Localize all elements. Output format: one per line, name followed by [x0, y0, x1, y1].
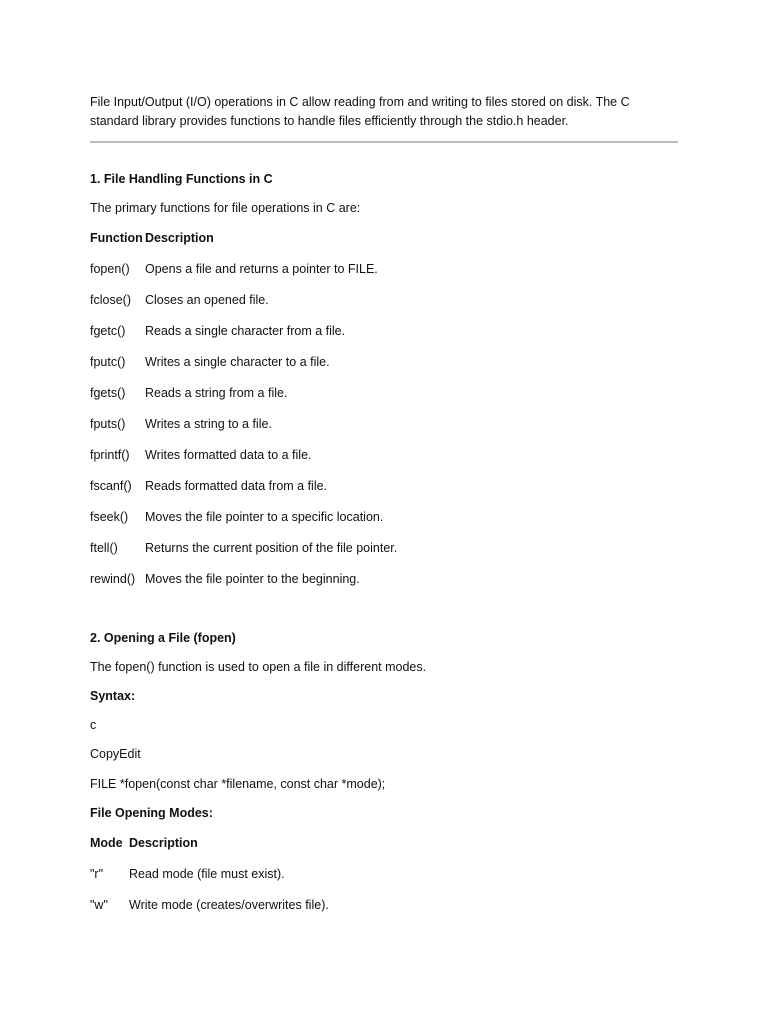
table-row [90, 478, 327, 494]
function-description-cell: Returns the current position of the file pointer. [145, 541, 398, 555]
mode-description-cell: Write mode (creates/overwrites file). [129, 898, 329, 912]
section1-lead: The primary functions for file operations in C are: [90, 201, 361, 215]
modes-label: File Opening Modes: [90, 806, 213, 820]
function-name-cell: fputs() [90, 417, 126, 431]
table-header-mode: Mode [90, 836, 123, 850]
table-row [90, 416, 272, 432]
function-description-cell: Moves the file pointer to a specific location. [145, 510, 384, 524]
code-language-label: c [90, 718, 97, 732]
table-header-description: Description [145, 231, 214, 245]
function-description-cell: Writes a single character to a file. [145, 355, 330, 369]
table-row [90, 354, 330, 370]
function-name-cell: fgets() [90, 386, 126, 400]
function-name-cell: fseek() [90, 510, 129, 524]
table-row [90, 292, 269, 308]
table-row [90, 540, 397, 556]
function-name-cell: fputc() [90, 355, 126, 369]
function-description-cell: Opens a file and returns a pointer to FILE. [145, 262, 378, 276]
table-header-description: Description [129, 836, 198, 850]
function-description-cell: Writes a string to a file. [145, 417, 272, 431]
function-name-cell: rewind() [90, 572, 136, 586]
function-name-cell: fopen() [90, 262, 130, 276]
code-line: FILE *fopen(const char *filename, const char *mode); [90, 777, 386, 791]
function-name-cell: ftell() [90, 541, 118, 555]
function-description-cell: Reads formatted data from a file. [145, 479, 328, 493]
mode-cell: "w" [90, 898, 108, 912]
table-row [90, 897, 329, 913]
copy-edit-label: CopyEdit [90, 747, 141, 761]
table-row [90, 261, 378, 277]
function-description-cell: Writes formatted data to a file. [145, 448, 312, 462]
table-row [90, 866, 285, 882]
function-description-cell: Reads a string from a file. [145, 386, 288, 400]
table-row [90, 447, 312, 463]
function-name-cell: fgetc() [90, 324, 126, 338]
horizontal-divider [90, 141, 678, 143]
table-header-function: Function [90, 231, 143, 245]
function-description-cell: Moves the file pointer to the beginning. [145, 572, 360, 586]
function-name-cell: fprintf() [90, 448, 130, 462]
mode-description-cell: Read mode (file must exist). [129, 867, 285, 881]
function-description-cell: Reads a single character from a file. [145, 324, 346, 338]
section2-lead: The fopen() function is used to open a file in different modes. [90, 660, 427, 674]
table-header-row [90, 230, 214, 246]
function-name-cell: fscanf() [90, 479, 132, 493]
section2-heading: 2. Opening a File (fopen) [90, 631, 236, 645]
table-row [90, 323, 345, 339]
function-description-cell: Closes an opened file. [145, 293, 269, 307]
mode-cell: "r" [90, 867, 104, 881]
table-row [90, 571, 360, 587]
table-row [90, 385, 287, 401]
intro-paragraph: File Input/Output (I/O) operations in C allow reading from and writing to files stored on disk. The C standard library provides functions to handle files efficiently through the stdio.h header. [90, 95, 630, 128]
table-row [90, 509, 383, 525]
section1-heading: 1. File Handling Functions in C [90, 172, 273, 186]
table-header-row [90, 835, 198, 851]
function-name-cell: fclose() [90, 293, 131, 307]
syntax-label: Syntax: [90, 689, 136, 703]
